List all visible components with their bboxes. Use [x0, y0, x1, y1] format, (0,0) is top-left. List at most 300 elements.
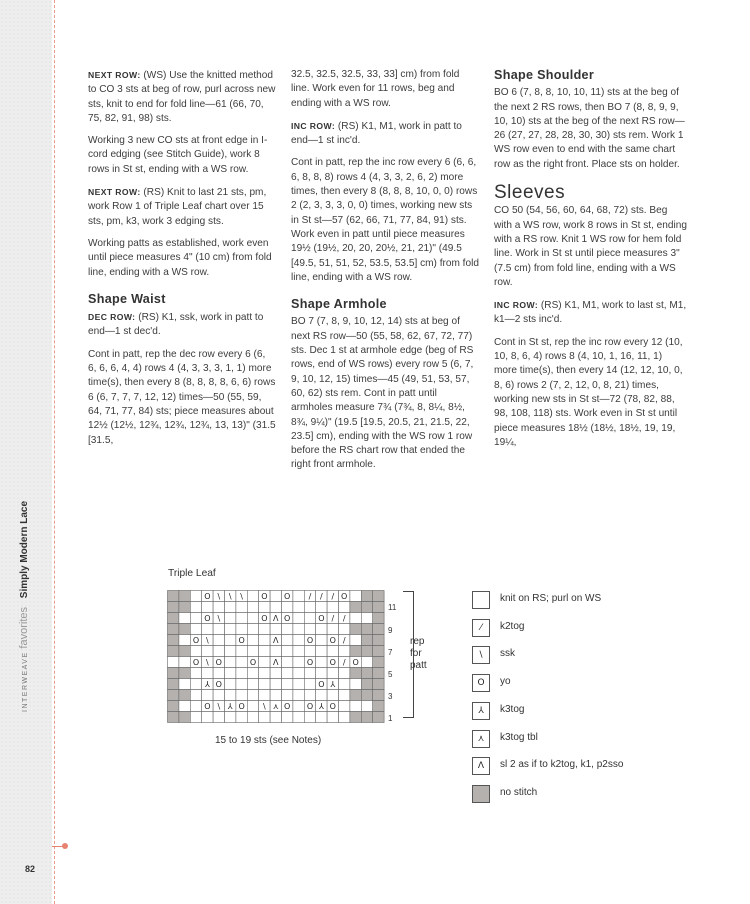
stitch-cell — [327, 646, 338, 657]
stitch-cell — [293, 591, 304, 602]
stitch-cell — [293, 657, 304, 668]
key-item — [472, 702, 672, 720]
key-symbol: O — [472, 674, 490, 692]
stitch-cell — [190, 602, 201, 613]
no-stitch-cell — [373, 646, 384, 657]
stitch-symbol: \ — [240, 592, 243, 601]
stitch-cell — [259, 657, 270, 668]
no-stitch-cell — [168, 668, 179, 679]
stitch-cell — [293, 602, 304, 613]
stitch-symbol: O — [204, 614, 211, 623]
stitch-symbol: / — [331, 614, 335, 623]
key-item — [472, 730, 672, 748]
stitch-cell — [304, 602, 315, 613]
stitch-cell — [304, 712, 315, 723]
row-label: NEXT ROW: — [88, 187, 141, 198]
paragraph-text: (RS) Knit to last 21 sts, pm, work Row 1 of Triple Leaf chart over 15 sts, pm, k3, work 3 edging sts. — [88, 187, 267, 227]
stitch-cell — [190, 624, 201, 635]
stitch-cell — [247, 635, 258, 646]
no-stitch-cell — [361, 679, 372, 690]
stitch-cell — [350, 701, 361, 712]
stitch-cell — [213, 712, 224, 723]
no-stitch-cell — [361, 712, 372, 723]
no-stitch-cell — [168, 701, 179, 712]
row-number: 7 — [388, 648, 393, 657]
brand-name: INTERWEAVE — [22, 651, 29, 712]
stitch-symbol: O — [341, 592, 348, 601]
stitch-cell — [316, 712, 327, 723]
stitch-cell — [259, 690, 270, 701]
row-number: 11 — [388, 603, 397, 612]
stitch-cell — [327, 690, 338, 701]
stitch-cell — [236, 712, 247, 723]
stitch-cell — [247, 646, 258, 657]
stitch-symbol: ⅄ — [227, 702, 233, 711]
stitch-cell — [282, 668, 293, 679]
paragraph: BO 6 (7, 8, 8, 10, 10, 11) sts at the beg of the next 2 RS rows, then BO 7 (8, 8, 9, 9, 10, 10) sts at the beg of the next RS row—26 (27, 27, 28, 28, 30, 30) sts rem. Work 1 WS row even to end with the same chart row as the right front. Place sts on holder. — [494, 87, 685, 170]
stitch-cell — [282, 602, 293, 613]
stitch-symbol: O — [318, 614, 325, 623]
stitch-cell — [190, 613, 201, 624]
stitch-cell — [316, 668, 327, 679]
section-heading-sleeves: Sleeves — [494, 182, 566, 204]
stitch-cell — [282, 624, 293, 635]
paragraph: CO 50 (54, 56, 60, 64, 68, 72) sts. Beg with a WS row, work 8 rows in St st, ending with a RS row. Knit 1 WS row for hem fold line. Work in St st until piece measures 3" (7.5 cm) from fold line, ending with a WS row. — [494, 205, 687, 288]
stitch-cell — [270, 679, 281, 690]
no-stitch-cell — [168, 613, 179, 624]
key-item — [472, 646, 672, 664]
stitch-cell — [225, 624, 236, 635]
stitch-cell — [339, 690, 350, 701]
stitch-cell — [282, 646, 293, 657]
stitch-symbol: \ — [217, 614, 221, 623]
row-label: INC ROW: — [494, 300, 539, 311]
no-stitch-cell — [361, 690, 372, 701]
paragraph — [88, 310, 276, 340]
stitch-cell — [304, 679, 315, 690]
stitch-cell — [247, 679, 258, 690]
stitch-cell — [316, 646, 327, 657]
stitch-cell — [282, 712, 293, 723]
no-stitch-cell — [361, 591, 372, 602]
stitch-cell — [270, 624, 281, 635]
stitch-cell — [259, 635, 270, 646]
stitch-symbol: O — [261, 592, 268, 601]
section-heading-armhole: Shape Armhole — [291, 297, 387, 312]
no-stitch-cell — [168, 602, 179, 613]
paragraph — [88, 185, 276, 229]
key-symbol: Λ — [472, 757, 490, 775]
stitch-cell — [202, 690, 213, 701]
no-stitch-cell — [350, 602, 361, 613]
stitch-cell — [327, 624, 338, 635]
no-stitch-cell — [179, 646, 190, 657]
stitch-cell — [282, 657, 293, 668]
stitch-symbol: O — [329, 702, 336, 711]
stitch-symbol: Λ — [273, 614, 279, 623]
row-label: INC ROW: — [291, 120, 336, 131]
no-stitch-cell — [373, 624, 384, 635]
row-number: 9 — [388, 626, 393, 635]
section-heading-waist: Shape Waist — [88, 291, 166, 306]
stitch-cell — [316, 602, 327, 613]
stitch-symbol: \ — [206, 636, 209, 645]
key-symbol: \ — [472, 646, 490, 664]
key-symbol — [472, 591, 490, 609]
no-stitch-cell — [373, 679, 384, 690]
no-stitch-cell — [373, 668, 384, 679]
no-stitch-cell — [168, 591, 179, 602]
stitch-cell — [327, 712, 338, 723]
stitch-cell — [236, 613, 247, 624]
row-number: 1 — [388, 714, 393, 723]
no-stitch-cell — [373, 613, 384, 624]
no-stitch-cell — [361, 646, 372, 657]
key-label: knit on RS; purl on WS — [500, 593, 602, 604]
paragraph: Working patts as established, work even until piece measures 4" (10 cm) from fold line, ending with a WS row. — [88, 237, 272, 278]
row-label: DEC ROW: — [88, 312, 136, 323]
key-label: k3tog — [500, 703, 525, 715]
stitch-cell — [293, 668, 304, 679]
stitch-cell — [293, 690, 304, 701]
stitch-cell — [339, 668, 350, 679]
paragraph — [88, 68, 276, 126]
stitch-cell — [304, 668, 315, 679]
no-stitch-cell — [168, 712, 179, 723]
paragraph: Cont in St st, rep the inc row every 12 (10, 10, 8, 6, 4) rows 8 (4, 10, 1, 16, 11, 1) more time(s), then every 14 (12, 12, 10, 0, 8, 6) rows 2 (7, 2, 12, 0, 8, 21) times, working new sts in St st—72 (78, 82, 88, 98, 108, 118) sts. Work even in St st until piece measures 18½ (18½, 18½, 19, 19, 19¼, — [494, 336, 683, 448]
stitch-symbol: \ — [263, 702, 266, 711]
paragraph-text: (RS) K1, M1, work in patt to end—1 st inc'd. — [291, 120, 462, 147]
stitch-symbol: O — [238, 636, 245, 645]
stitch-cell — [247, 624, 258, 635]
stitch-cell — [225, 657, 236, 668]
stitch-cell — [225, 635, 236, 646]
stitch-cell — [293, 701, 304, 712]
stitch-symbol: \ — [217, 592, 221, 601]
stitch-cell — [316, 635, 327, 646]
no-stitch-cell — [373, 591, 384, 602]
stitch-cell — [202, 668, 213, 679]
stitch-symbol: ⅄ — [330, 680, 336, 689]
no-stitch-cell — [361, 624, 372, 635]
stitch-cell — [339, 712, 350, 723]
stitch-cell — [179, 613, 190, 624]
stitch-cell — [225, 602, 236, 613]
stitch-cell — [236, 668, 247, 679]
no-stitch-cell — [168, 635, 179, 646]
paragraph-text: (RS) K1, M1, work to last st, M1, k1—2 sts inc'd. — [494, 300, 687, 326]
section-heading-shoulder: Shape Shoulder — [494, 68, 595, 82]
stitch-cell — [213, 635, 224, 646]
stitch-cell — [282, 679, 293, 690]
key-label: yo — [500, 676, 511, 688]
stitch-cell — [361, 657, 372, 668]
stitch-symbol: / — [308, 592, 312, 601]
no-stitch-cell — [361, 668, 372, 679]
stitch-symbol: / — [331, 592, 335, 601]
stitch-cell — [293, 646, 304, 657]
stitch-cell — [190, 712, 201, 723]
stitch-symbol: O — [204, 702, 211, 711]
stitch-symbol: ⅄ — [204, 680, 210, 689]
stitch-cell — [168, 657, 179, 668]
stitch-symbol: O — [215, 680, 222, 689]
stitch-cell — [213, 690, 224, 701]
no-stitch-cell — [168, 679, 179, 690]
stitch-cell — [316, 690, 327, 701]
key-item — [472, 785, 672, 803]
repeat-label-text: rep for patt — [410, 636, 427, 671]
page-number: 82 — [25, 864, 36, 874]
brand-favorites: favorites — [18, 607, 30, 649]
stitch-cell — [202, 646, 213, 657]
key-item — [472, 674, 672, 692]
stitch-cell — [270, 646, 281, 657]
stitch-cell — [293, 624, 304, 635]
stitch-symbol: O — [215, 658, 222, 667]
no-stitch-cell — [373, 701, 384, 712]
stitch-cell — [179, 657, 190, 668]
paragraph: 32.5, 32.5, 32.5, 33, 33] cm) from fold line. Work even for 11 rows, beg and ending with a WS row. — [291, 69, 460, 109]
stitch-cell — [225, 712, 236, 723]
stitch-cell — [225, 690, 236, 701]
stitch-cell — [270, 668, 281, 679]
no-stitch-cell — [168, 646, 179, 657]
stitch-symbol: O — [192, 658, 200, 667]
stitch-cell — [259, 712, 270, 723]
stitch-cell — [236, 602, 247, 613]
text-column-1 — [88, 68, 276, 456]
book-title: Simply Modern Lace — [19, 500, 30, 599]
row-number: 3 — [388, 692, 393, 701]
stitch-symbol: O — [238, 702, 245, 711]
no-stitch-cell — [350, 624, 361, 635]
repeat-label — [410, 636, 427, 672]
no-stitch-cell — [168, 624, 179, 635]
stitch-cell — [225, 679, 236, 690]
stitch-cell — [259, 679, 270, 690]
stitch-cell — [270, 591, 281, 602]
stitch-cell — [259, 624, 270, 635]
stitch-symbol: Λ — [273, 636, 279, 645]
stitch-cell — [247, 690, 258, 701]
stitch-symbol: / — [342, 636, 346, 645]
stitch-cell — [304, 624, 315, 635]
stitch-cell — [316, 657, 327, 668]
stitch-cell — [270, 690, 281, 701]
stitch-cell — [327, 602, 338, 613]
stitch-symbol: \ — [217, 702, 221, 711]
key-symbol — [472, 785, 490, 803]
stitch-symbol: / — [342, 614, 346, 623]
stitch-symbol: ⋏ — [272, 702, 279, 711]
stitch-cell — [339, 701, 350, 712]
stitch-cell — [270, 712, 281, 723]
stitch-cell — [350, 613, 361, 624]
no-stitch-cell — [179, 602, 190, 613]
stitch-cell — [247, 668, 258, 679]
stitch-symbol: / — [342, 658, 346, 667]
paragraph-text: (WS) Use the knitted method to CO 3 sts at beg of row, purl across new sts, knit to end for fold line—61 (66, 70, 75, 82, 91, 98) sts. — [88, 70, 276, 124]
stitch-symbol: O — [329, 636, 336, 645]
page-edge-strip — [0, 0, 52, 904]
chart-svg — [167, 590, 385, 723]
stitch-symbol: \ — [228, 592, 232, 601]
stitch-cell — [190, 591, 201, 602]
stitch-cell — [190, 701, 201, 712]
stitch-symbol: O — [192, 636, 200, 645]
stitch-cell — [350, 591, 361, 602]
no-stitch-cell — [373, 690, 384, 701]
stitch-cell — [225, 613, 236, 624]
no-stitch-cell — [179, 624, 190, 635]
stitch-cell — [247, 613, 258, 624]
stitch-symbol: O — [249, 658, 257, 667]
stitch-cell — [247, 712, 258, 723]
stitch-cell — [247, 701, 258, 712]
stitch-cell — [236, 679, 247, 690]
margin-dot — [62, 843, 68, 849]
text-column-3 — [494, 68, 687, 458]
stitch-cell — [350, 635, 361, 646]
no-stitch-cell — [373, 657, 384, 668]
no-stitch-cell — [179, 591, 190, 602]
stitch-cell — [293, 712, 304, 723]
key-symbol: ⁄ — [472, 619, 490, 637]
running-head — [18, 501, 30, 712]
stitch-cell — [247, 591, 258, 602]
stitch-symbol: O — [284, 614, 291, 623]
row-number: 5 — [388, 670, 393, 679]
stitch-cell — [259, 668, 270, 679]
stitch-cell — [282, 690, 293, 701]
stitch-cell — [339, 646, 350, 657]
stitch-symbol: O — [329, 658, 336, 667]
key-symbol: ⋏ — [472, 730, 490, 748]
no-stitch-cell — [179, 690, 190, 701]
stitch-cell — [304, 613, 315, 624]
stitch-symbol: O — [306, 658, 314, 667]
no-stitch-cell — [350, 690, 361, 701]
stitch-cell — [179, 635, 190, 646]
stitch-chart-grid — [167, 590, 385, 728]
stitch-cell — [293, 679, 304, 690]
stitch-symbol: Λ — [273, 658, 279, 667]
no-stitch-cell — [350, 712, 361, 723]
stitch-cell — [293, 613, 304, 624]
stitch-cell — [236, 646, 247, 657]
stitch-cell — [350, 679, 361, 690]
stitch-symbol: O — [352, 658, 359, 667]
stitch-cell — [327, 668, 338, 679]
stitch-cell — [179, 679, 190, 690]
stitch-symbol: O — [306, 636, 314, 645]
no-stitch-cell — [361, 635, 372, 646]
stitch-cell — [304, 646, 315, 657]
key-label: k2tog — [500, 620, 525, 632]
chart-title: Triple Leaf — [168, 568, 216, 579]
key-item — [472, 591, 672, 609]
key-item — [472, 757, 672, 775]
key-symbol: ⅄ — [472, 702, 490, 720]
paragraph — [291, 119, 479, 149]
no-stitch-cell — [350, 668, 361, 679]
stitch-cell — [247, 602, 258, 613]
margin-rule — [54, 0, 55, 904]
stitch-cell — [361, 613, 372, 624]
stitch-cell — [190, 679, 201, 690]
no-stitch-cell — [179, 668, 190, 679]
key-label: k3tog tbl — [500, 731, 538, 743]
stitch-symbol: O — [261, 614, 268, 623]
stitch-cell — [304, 690, 315, 701]
stitch-cell — [361, 701, 372, 712]
stitch-cell — [339, 602, 350, 613]
stitch-cell — [190, 668, 201, 679]
stitch-symbol: O — [306, 702, 314, 711]
no-stitch-cell — [361, 602, 372, 613]
no-stitch-cell — [350, 646, 361, 657]
key-label: ssk — [500, 648, 515, 660]
chart-caption: 15 to 19 sts (see Notes) — [215, 735, 322, 746]
stitch-cell — [225, 646, 236, 657]
key-label: no stitch — [500, 786, 538, 798]
paragraph: Cont in patt, rep the inc row every 6 (6, 6, 6, 8, 8, 8) rows 4 (4, 3, 3, 2, 6, 2) more times, then every 8 (8, 8, 8, 10, 0, 0) rows 2 (2, 3, 3, 3, 0, 0) times, working new sts in St st—57 (62, 66, 71, 77, 84, 91) sts. Work even in patt until piece measures 19½ (19½, 20, 20, 20½, 21, 21)" (49.5 [49.5, 51, 51, 52, 53.5, 53.5] cm) from fold line, ending with a WS row. — [291, 157, 479, 283]
stitch-symbol: O — [204, 592, 211, 601]
stitch-cell — [316, 624, 327, 635]
paragraph — [494, 298, 687, 328]
paragraph: BO 7 (7, 8, 9, 10, 12, 14) sts at beg of next RS row—50 (55, 58, 62, 67, 72, 77) sts. Dec 1 st at armhole edge (beg of RS rows, end of WS rows) every row 5 (6, 7, 9, 10, 12, 15) times—45 (49, 51, 53, 57, 60, 62) sts rem. Cont in patt until armholes measure 7¾ (7¾, 8, 8¼, 8½, 8¾, 9¼)" (19.5 [19.5, 20.5, 21, 21.5, 22, 23.5] cm), ending with the WS row 1 row before the RS chart row that ended the right front armhole. — [291, 316, 474, 471]
text-column-2 — [291, 68, 479, 481]
stitch-symbol: O — [318, 680, 325, 689]
stitch-cell — [259, 602, 270, 613]
stitch-cell — [202, 712, 213, 723]
stitch-symbol: O — [284, 592, 291, 601]
stitch-cell — [282, 635, 293, 646]
stitch-cell — [179, 701, 190, 712]
stitch-cell — [202, 624, 213, 635]
paragraph: Cont in patt, rep the dec row every 6 (6, 6, 6, 6, 4, 4) rows 4 (4, 3, 3, 3, 1, 1) more time(s), then every 8 (8, 8, 8, 8, 6, 6) rows 6 (6, 7, 7, 7, 12, 12) times—50 (55, 59, 64, 71, 77, 84) sts; piece measures about 12½ (12½, 12¾, 12¾, 12¾, 13, 13)" (31.5 [31.5, — [88, 348, 276, 446]
stitch-cell — [190, 646, 201, 657]
stitch-cell — [236, 624, 247, 635]
key-item — [472, 619, 672, 637]
stitch-cell — [213, 668, 224, 679]
stitch-cell — [270, 602, 281, 613]
stitch-cell — [293, 635, 304, 646]
no-stitch-cell — [373, 712, 384, 723]
stitch-cell — [236, 690, 247, 701]
stitch-cell — [339, 679, 350, 690]
stitch-cell — [190, 690, 201, 701]
no-stitch-cell — [373, 602, 384, 613]
stitch-cell — [339, 624, 350, 635]
stitch-cell — [225, 668, 236, 679]
stitch-cell — [259, 646, 270, 657]
paragraph: Working 3 new CO sts at front edge in I-cord edging (see Stitch Guide), work 8 rows in St st, ending with a WS row. — [88, 135, 268, 175]
stitch-cell — [213, 602, 224, 613]
key-label: sl 2 as if to k2tog, k1, p2sso — [500, 759, 624, 771]
no-stitch-cell — [373, 635, 384, 646]
stitch-symbol: \ — [206, 658, 209, 667]
stitch-cell — [213, 646, 224, 657]
stitch-symbol: O — [284, 702, 291, 711]
no-stitch-cell — [179, 712, 190, 723]
paragraph-text: (RS) K1, ssk, work in patt to end—1 st dec'd. — [88, 312, 264, 338]
stitch-symbol: ⅄ — [318, 702, 324, 711]
no-stitch-cell — [168, 690, 179, 701]
row-label: NEXT ROW: — [88, 70, 141, 80]
stitch-cell — [213, 624, 224, 635]
